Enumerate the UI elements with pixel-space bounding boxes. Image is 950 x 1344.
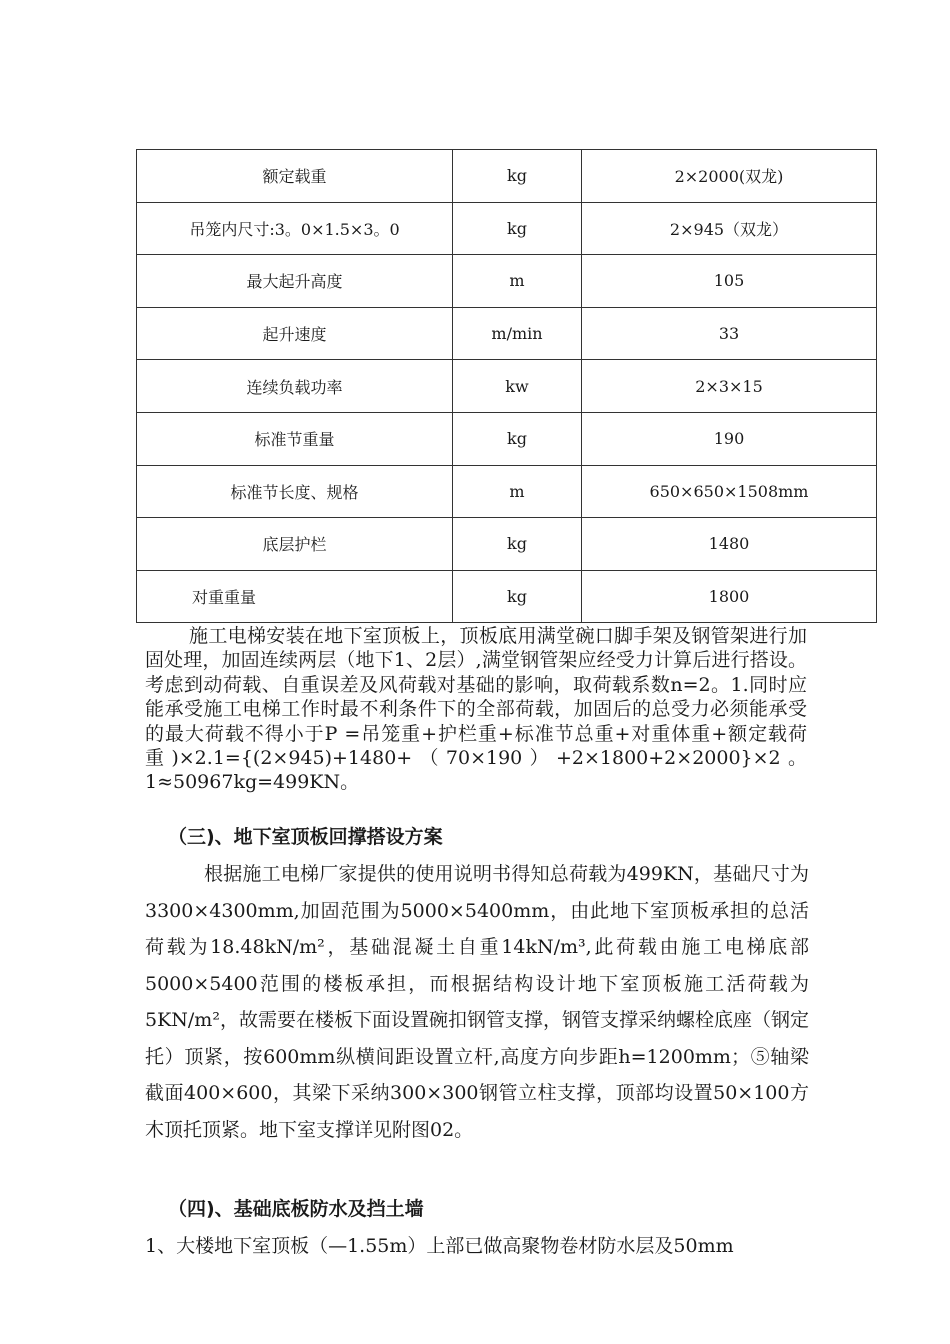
param-name: 额定载重 <box>137 150 453 203</box>
param-value: 2×2000(双龙) <box>582 150 877 203</box>
param-value: 2×945（双龙） <box>582 202 877 255</box>
param-name: 标准节长度、规格 <box>137 465 453 518</box>
table-row <box>137 307 877 360</box>
param-unit: kg <box>453 412 582 465</box>
param-unit: kg <box>453 202 582 255</box>
table-row <box>137 150 877 203</box>
param-name: 最大起升高度 <box>137 255 453 308</box>
param-name: 对重重量 <box>137 570 453 623</box>
param-unit: m <box>453 465 582 518</box>
param-unit: kw <box>453 360 582 413</box>
param-unit: kg <box>453 150 582 203</box>
table-row <box>137 570 877 623</box>
param-name: 连续负载功率 <box>137 360 453 413</box>
param-name: 起升速度 <box>137 307 453 360</box>
param-unit: m <box>453 255 582 308</box>
param-unit: kg <box>453 518 582 571</box>
param-value: 33 <box>582 307 877 360</box>
table-row <box>137 202 877 255</box>
section-heading-3: （三)、地下室顶板回撑搭设方案 <box>168 826 443 848</box>
param-value: 105 <box>582 255 877 308</box>
table-row <box>137 255 877 308</box>
waterproofing-paragraph: 1、大楼地下室顶板（—1.55m）上部已做高聚物卷材防水层及50mm <box>145 1235 734 1257</box>
table-row <box>137 360 877 413</box>
support-plan-paragraph: 根据施工电梯厂家提供的使用说明书得知总荷载为499KN，基础尺寸为3300×4300mm,加固范围为5000×5400mm，由此地下室顶板承担的总活荷载为18.48kN/m²，基础混凝土自重14kN/m³,此荷载由施工电梯底部5000×5400范围的楼板承担，而根据结构设计地下室顶板施工活荷载为5KN/m²，故需要在楼板下面设置碗扣钢管支撑，钢管支撑采纳螺栓底座（钢定托）顶紧，按600mm纵横间距设置立杆,高度方向步距h=1200mm；⑤轴梁截面400×600，其梁下采纳300×300钢管立柱支撑，顶部均设置50×100方木顶托顶紧。地下室支撑详见附图02。 <box>145 863 809 1141</box>
section-heading-4: （四)、基础底板防水及挡土墙 <box>168 1198 424 1220</box>
param-unit: m/min <box>453 307 582 360</box>
param-name: 标准节重量 <box>137 412 453 465</box>
param-value: 1800 <box>582 570 877 623</box>
table-row <box>137 518 877 571</box>
param-unit: kg <box>453 570 582 623</box>
param-value: 2×3×15 <box>582 360 877 413</box>
param-value: 1480 <box>582 518 877 571</box>
param-name: 吊笼内尺寸:3。0×1.5×3。0 <box>137 202 453 255</box>
param-value: 190 <box>582 412 877 465</box>
spec-table <box>136 149 877 623</box>
table-row <box>137 412 877 465</box>
param-value: 650×650×1508mm <box>582 465 877 518</box>
param-name: 底层护栏 <box>137 518 453 571</box>
table-row <box>137 465 877 518</box>
load-calculation-paragraph: 施工电梯安装在地下室顶板上，顶板底用满堂碗口脚手架及钢管架进行加固处理，加固连续两层（地下1、2层）,满堂钢管架应经受力计算后进行搭设。考虑到动荷载、自重误差及风荷载对基础的影响，取荷载系数n=2。1.同时应能承受施工电梯工作时最不利条件下的全部荷载，加固后的总受力必须能承受的最大荷载不得小于P =吊笼重+护栏重+标准节总重+对重体重+额定载荷重)×2.1={(2×945)+1480+（70×190）+2×1800+2×2000}×2。1≈50967kg=499KN。 <box>145 625 807 794</box>
